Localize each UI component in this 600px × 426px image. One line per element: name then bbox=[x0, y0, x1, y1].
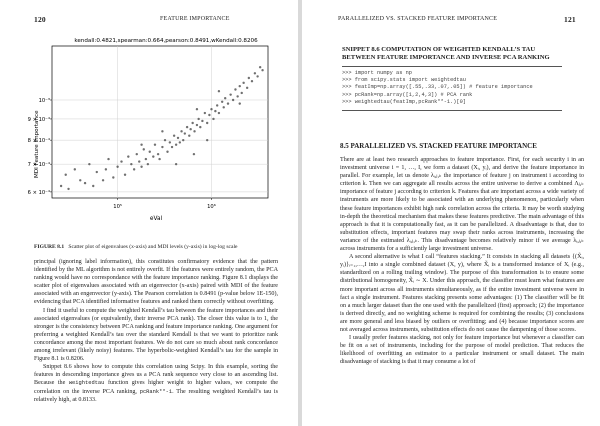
scatter-point bbox=[256, 75, 258, 77]
scatter-point bbox=[196, 108, 198, 110]
left-p3-text-b: function gives higher weight to higher values, we compute the correlation on the inverse PCA ranking, bbox=[34, 380, 278, 395]
scatter-point bbox=[143, 148, 145, 150]
scatter-point bbox=[105, 168, 107, 170]
scatter-point bbox=[120, 160, 122, 162]
scatter-point bbox=[88, 163, 90, 165]
plot-title: kendall:0.4821,spearman:0.664,pearson:0.8491,wKendall:0.8206 bbox=[74, 38, 258, 44]
scatter-point bbox=[223, 106, 225, 108]
scatter-point bbox=[191, 122, 193, 124]
code-listing bbox=[342, 70, 582, 106]
left-running-head: FEATURE IMPORTANCE bbox=[160, 16, 230, 22]
scatter-point bbox=[254, 72, 256, 74]
scatter-point bbox=[224, 97, 226, 99]
scatter-point bbox=[67, 188, 69, 190]
code-line: >>> weightedtau(featImp,pcRank**-1.)[0] bbox=[342, 98, 466, 105]
plot-frame bbox=[52, 46, 268, 198]
scatter-point bbox=[236, 95, 238, 97]
scatter-point bbox=[133, 168, 135, 170]
scatter-point bbox=[147, 163, 149, 165]
right-page bbox=[302, 0, 600, 426]
scatter-point bbox=[218, 112, 220, 114]
scatter-point bbox=[96, 171, 98, 173]
y-tick-label: 8 × 10⁻⁴ bbox=[27, 138, 50, 145]
scatter-point bbox=[234, 88, 236, 90]
scatter-point bbox=[175, 144, 177, 146]
scatter-point bbox=[102, 179, 104, 181]
left-page-number: 120 bbox=[34, 15, 46, 24]
scatter-point bbox=[239, 85, 241, 87]
section-title: 8.5 PARALLELIZED VS. STACKED FEATURE IMPORTANCE bbox=[340, 142, 537, 150]
scatter-point bbox=[179, 141, 181, 143]
scatter-point bbox=[84, 182, 86, 184]
code-line: >>> from scipy.stats import weightedtau bbox=[342, 77, 466, 84]
scatter-point bbox=[65, 174, 67, 176]
scatter-point bbox=[127, 155, 129, 157]
scatter-point bbox=[210, 108, 212, 110]
scatter-point bbox=[173, 135, 175, 137]
figure-caption-text: Scatter plot of eigenvalues (x-axis) and MDI levels (y-axis) in log-log scale bbox=[68, 244, 238, 250]
right-running-head: PARALLELIZED VS. STACKED FEATURE IMPORTANCE bbox=[338, 16, 498, 22]
scatter-point bbox=[177, 137, 179, 139]
figure-caption-label: FIGURE 8.1 bbox=[34, 244, 65, 250]
left-body bbox=[34, 258, 278, 404]
scatter-point bbox=[188, 135, 190, 137]
scatter-point bbox=[241, 92, 243, 94]
scatter-point bbox=[116, 166, 118, 168]
right-paragraph-2: A second alternative is what I call “features stacking.” It consists in stacking all datasets {(X̃ᵢ, yᵢ)}ᵢ₌₁,…,I into a single combined dataset (X, y), where X̃ᵢ is a transformed instance of Xᵢ (e.g., standardized on a rolling trailing window). The purpose of this transformation is to ensure some distributional homogeneity, X̃ᵢ ∼ X. Under this approach, the classifier must learn what features are more important across all instruments simultaneously, as if the entire investment universe were in fact a single instrument. Features stacking presents some advantages: (1) The classifier will be fit on a much larger dataset than the one used with the parallelized (first) approach; (2) the importance is derived directly, and no weighting scheme is required for combining the results; (3) conclusions are more general and less biased by outliers or overfitting; and (4) because importance scores are not averaged across instruments, substitution effects do not cause the dampening of those scores. bbox=[340, 254, 584, 333]
y-tick-label: 10⁻³ bbox=[38, 97, 50, 104]
scatter-point bbox=[169, 141, 171, 143]
scatter-point bbox=[182, 139, 184, 141]
left-paragraph-2: I find it useful to compute the weighted Kendall’s tau between the feature importances and their associated eigenvalues (or equivalently, their inverse PCA rank). The closer this value is to 1, the stronger is the consistency between PCA ranking and feature importance ranking. One argument for preferring a weighted Kendall’s tau over the standard Kendall is that we want to prioritize rank concordance among the most important features. We do not care so much about rank concordance among irrelevant (likely noisy) features. The hyperbolic-weighted Kendall’s tau for the sample in Figure 8.1 is 0.8206. bbox=[34, 307, 278, 363]
scatter-point bbox=[259, 66, 261, 68]
left-paragraph-3 bbox=[34, 363, 278, 403]
left-p3-text-a: Snippet 8.6 shows how to compute this correlation using Scipy. In this example, sorting the features in descending importance gives us a PCA rank sequence very close to an ascending list. Because the bbox=[34, 364, 278, 387]
scatter-point bbox=[216, 104, 218, 106]
scatter-point bbox=[175, 163, 177, 165]
scatter-point bbox=[189, 128, 191, 130]
scatter-point bbox=[206, 122, 208, 124]
scatter-point bbox=[232, 99, 234, 101]
scatter-point bbox=[149, 151, 151, 153]
scatter-point bbox=[193, 153, 195, 155]
scatter-point bbox=[164, 139, 166, 141]
right-paragraph-3: I usually prefer features stacking, not only for feature importance but whenever a classifier can be fit on a set of instruments, including for the purpose of model prediction. That reduces the likelihood of overfitting an estimator to a particular instrument or small dataset. The main disadvantage of stacking is that it may consume a lot of bbox=[340, 335, 584, 366]
scatter-point bbox=[74, 168, 76, 170]
scatter-point bbox=[92, 185, 94, 187]
scatter-point bbox=[107, 158, 109, 160]
code-pcrank: pcRank**-1 bbox=[139, 388, 173, 395]
scatter-point bbox=[180, 130, 182, 132]
snippet-title-line-2: BETWEEN FEATURE IMPORTANCE AND INVERSE PCA RANKING bbox=[342, 54, 550, 62]
snippet-bottom-rule bbox=[342, 110, 562, 111]
scatter-point bbox=[218, 90, 220, 92]
snippet-top-rule bbox=[342, 66, 562, 67]
scatter-point bbox=[261, 69, 263, 71]
scatter-point bbox=[239, 102, 241, 104]
scatter-point bbox=[212, 118, 214, 120]
y-tick-label: 7 × 10⁻⁴ bbox=[27, 162, 50, 169]
scatter-point bbox=[201, 120, 203, 122]
scatter-point bbox=[157, 153, 159, 155]
scatter-point bbox=[152, 155, 154, 157]
scatter-point bbox=[136, 153, 138, 155]
scatter-point bbox=[60, 185, 62, 187]
scatter-point bbox=[184, 132, 186, 134]
code-line: >>> import numpy as np bbox=[342, 70, 412, 76]
scatter-point bbox=[154, 144, 156, 146]
scatter-point bbox=[193, 130, 195, 132]
code-line: >>> featImp=np.array([.55,.33,.07,.05]) # feature importance bbox=[342, 84, 533, 91]
scatter-point bbox=[196, 124, 198, 126]
scatter-point bbox=[214, 110, 216, 112]
scatter-point bbox=[251, 80, 253, 82]
right-page-number: 121 bbox=[564, 15, 576, 24]
scatter-point bbox=[246, 87, 248, 89]
scatter-point bbox=[227, 102, 229, 104]
x-tick-label: 10⁵ bbox=[113, 204, 122, 210]
scatter-point bbox=[130, 163, 132, 165]
figure-caption bbox=[34, 244, 274, 251]
scatter-point bbox=[145, 158, 147, 160]
left-p3-text-c: . The resulting weighted Kendall’s tau is relatively high, at 0.8133. bbox=[34, 388, 278, 403]
y-axis-label: MDI Feature Importance bbox=[34, 110, 40, 178]
scatter-plot bbox=[27, 44, 275, 240]
scatter-point bbox=[112, 176, 114, 178]
code-weightedtau: weightedtau bbox=[68, 380, 105, 387]
x-axis-label: eVal bbox=[149, 216, 163, 222]
scatter-point bbox=[242, 82, 244, 84]
scatter-point bbox=[229, 93, 231, 95]
left-page bbox=[0, 0, 298, 426]
code-line: >>> pcRank=np.array([1,2,4,3]) # PCA rank bbox=[342, 91, 473, 98]
scatter-point bbox=[161, 146, 163, 148]
scatter-point bbox=[204, 112, 206, 114]
scatter-point bbox=[158, 158, 160, 160]
scatter-point bbox=[140, 144, 142, 146]
scatter-point bbox=[208, 114, 210, 116]
scatter-point bbox=[186, 126, 188, 128]
scatter-point bbox=[197, 118, 199, 120]
scatter-point bbox=[166, 151, 168, 153]
scatter-point bbox=[140, 166, 142, 168]
left-paragraph-1: principal (ignoring label information), this constitutes confirmatory evidence that the pattern identified by the ML algorithm is not entirely overfit. If the features were entirely random, the PCA ranking would have no correspondance with the feature importance ranking. Figure 8.1 displays the scatter plot of eigenvalues associated with an eigenvector (x-axis) paired with MDI of the feature associated with an engenvector (y-axis). The Pearson correlation is 0.8491 (p-value below 1E-150), evidencing that PCA identified informative features and ranked them correctly without overfitting. bbox=[34, 259, 278, 306]
x-tick-label: 10⁶ bbox=[207, 204, 216, 210]
scatter-point bbox=[221, 101, 223, 103]
y-tick-label: 6 × 10⁻⁴ bbox=[27, 189, 50, 196]
scatter-point bbox=[248, 77, 250, 79]
scatter-point bbox=[171, 146, 173, 148]
scatter-point bbox=[206, 139, 208, 141]
scatter-point bbox=[199, 126, 201, 128]
right-body bbox=[340, 156, 584, 366]
scatter-point bbox=[161, 130, 163, 132]
scatter-point bbox=[124, 174, 126, 176]
scatter-point bbox=[138, 160, 140, 162]
right-paragraph-1: There are at least two research approaches to feature importance. First, for each security i in an investment universe i = 1, …, I, we form a dataset (Xᵢ, yᵢ), and derive the feature importance in parallel. For example, let us denote λᵢ,ⱼ,ₖ the importance of feature j on instrument i according to criterion k. Then we can aggregate all results across the entire universe to derive a combined Λⱼ,ₖ importance of feature j according to criterion k. Features that are important across a wide variety of instruments are more likely to be associated with an underlying phenomenon, particularly when these feature importances exhibit high rank correlation across the criteria. It may be worth studying in-depth the theoretical mechanism that makes these features predictive. The main advantage of this approach is that it is computationally fast, as it can be parallelized. A disadvantage is that, due to substitution effects, important features may swap their ranks across instruments, increasing the variance of the estimated λᵢ,ⱼ,ₖ. This disadvantage becomes relatively minor if we average λᵢ,ⱼ,ₖ across instruments for a sufficiently large investment universe. bbox=[340, 157, 584, 253]
y-tick-label: 9 × 10⁻⁴ bbox=[27, 116, 50, 123]
scatter-point bbox=[79, 179, 81, 181]
snippet-title-line-1: SNIPPET 8.6 COMPUTATION OF WEIGHTED KENDALL’S TAU bbox=[342, 46, 536, 53]
snippet-title bbox=[342, 46, 592, 63]
